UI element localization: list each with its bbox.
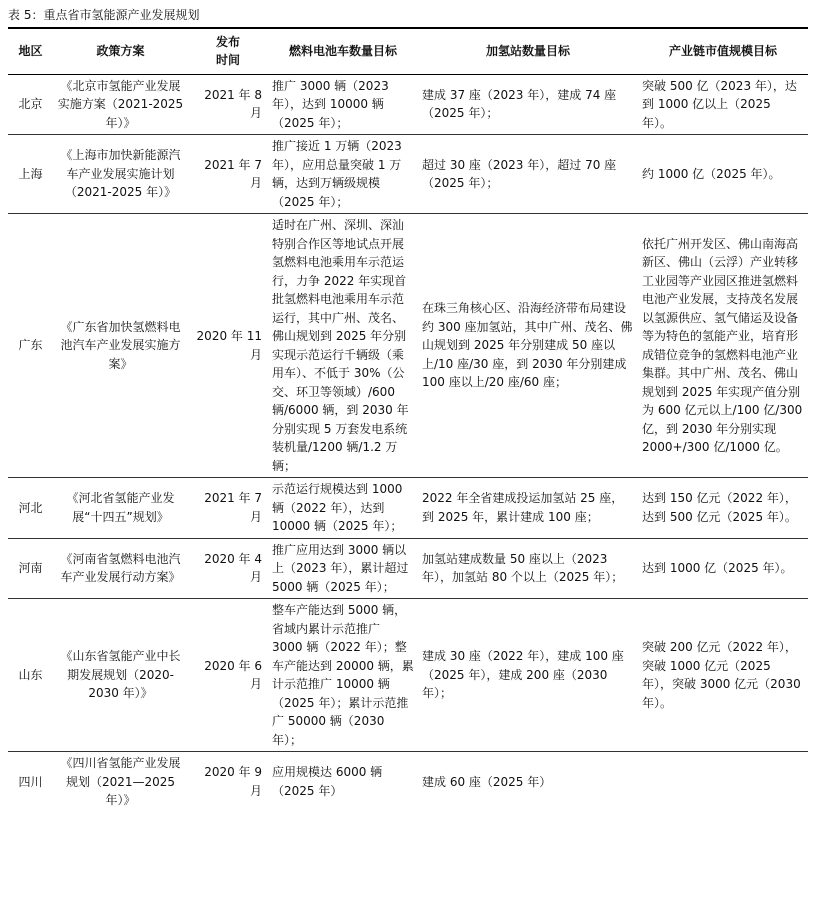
region-cell: 河北 xyxy=(18,500,43,515)
region-cell: 北京 xyxy=(18,97,43,111)
header-row xyxy=(8,28,808,74)
market-target-cell: 约 1000 亿（2025 年）。 xyxy=(642,166,781,181)
date-cell: 2021 年 7 月 xyxy=(204,491,262,524)
date-cell: 2020 年 4 月 xyxy=(204,551,262,585)
table-row xyxy=(8,214,808,478)
policy-cell: 《上海市加快新能源汽车产业发展实施计划（2021-2025 年）》 xyxy=(60,148,181,200)
station-target-cell: 在珠三角核心区、沿海经济带布局建设约 300 座加氢站，其中广州、茂名、佛山规划到 2025 年分别建成 50 座以上/10 座/30 座，到 2030 年分别建成 100 座以上/20 座/60 座； xyxy=(422,301,633,390)
market-target-cell: 突破 200 亿元（2022 年），突破 1000 亿元（2025 年），突破 3000 亿元（2030 年）。 xyxy=(642,640,801,710)
policy-cell: 《山东省氢能产业中长期发展规划（2020-2030 年）》 xyxy=(60,649,181,701)
station-target-cell: 2022 年全省建成投运加氢站 25 座，到 2025 年，累计建成 100 座； xyxy=(422,491,624,524)
date-cell: 2020 年 6 月 xyxy=(204,658,262,691)
fcv-target-cell: 应用规模达 6000 辆（2025 年） xyxy=(272,765,383,798)
market-target-cell xyxy=(638,752,808,812)
date-cell: 2020 年 11 月 xyxy=(196,329,262,362)
station-target-cell: 建成 37 座（2023 年），建成 74 座（2025 年）； xyxy=(422,87,617,121)
fcv-target-cell: 推广接近 1 万辆（2023 年），应用总量突破 1 万辆，达到万辆级规模（2025 年）； xyxy=(272,139,402,209)
table-row xyxy=(8,135,808,214)
station-target-cell: 超过 30 座（2023 年），超过 70 座（2025 年）； xyxy=(422,157,617,190)
market-target-cell: 突破 500 亿（2023 年），达到 1000 亿以上（2025 年）。 xyxy=(642,78,797,130)
market-target-cell: 达到 1000 亿（2025 年）。 xyxy=(642,561,793,575)
policy-cell: 《河南省氢燃料电池汽车产业发展行动方案》 xyxy=(60,551,181,585)
date-cell: 2021 年 8 月 xyxy=(204,87,262,121)
fcv-target-cell: 推广应用达到 3000 辆以上（2023 年），累计超过 5000 辆（2025 年）； xyxy=(272,542,409,594)
header-policy: 政策方案 xyxy=(96,44,145,59)
fcv-target-cell: 推广 3000 辆（2023 年），达到 10000 辆（2025 年）； xyxy=(272,78,389,130)
region-cell: 四川 xyxy=(18,774,43,789)
table-row xyxy=(8,599,808,752)
fcv-target-cell: 整车产能达到 5000 辆，省域内累计示范推广 3000 辆（2022 年）；整车产能达到 20000 辆，累计示范推广 10000 辆（2025 年）；累计示范推广 50000 辆（2030 年）； xyxy=(272,603,414,747)
region-cell: 上海 xyxy=(18,166,43,181)
policy-cell: 《四川省氢能产业发展规划（2021—2025 年）》 xyxy=(60,756,181,807)
policy-cell: 《广东省加快氢燃料电池汽车产业发展实施方案》 xyxy=(60,319,181,371)
header-fcv-target: 燃料电池车数量目标 xyxy=(288,44,397,59)
date-cell: 2021 年 7 月 xyxy=(204,157,262,190)
fcv-target-cell: 适时在广州、深圳、深汕特别合作区等地试点开展氢燃料电池乘用车示范运行，力争 2022 年实现首批氢燃料电池乘用车示范运行，其中广州、茂名、佛山规划到 2025 年分别实现示范运行千辆级（乘用车）、不低于 30%（公交、环卫等领域）/600 辆/6000 辆，到 2030 年分别实现 5 万套发电系统装机量/1200 辆/1.2 万辆； xyxy=(272,218,409,473)
market-target-cell: 依托广州开发区、佛山南海高新区、佛山（云浮）产业转移工业园等产业园区推进氢燃料电池产业发展，支持茂名发展以氢源供应、氢气储运及设备等为特色的氢能产业，培育形成错位竞争的氢燃料电池产业集群。其中广州、茂名、佛山规划到 2025 年实现产值分别为 600 亿元以上/100 亿/300 亿，到 2030 年分别实现 2000+/300 亿/1000 亿。 xyxy=(642,236,803,454)
header-date xyxy=(188,28,268,74)
table-row xyxy=(8,478,808,539)
table-caption: 表 5：重点省市氢能源产业发展规划 xyxy=(8,8,200,22)
header-market-target: 产业链市值规模目标 xyxy=(668,44,777,59)
table-row xyxy=(8,74,808,135)
region-cell: 广东 xyxy=(18,338,43,353)
region-cell: 河南 xyxy=(18,561,43,575)
header-date-label: 发布 时间 xyxy=(215,35,240,68)
policy-cell: 《河北省氢能产业发展“十四五”规划》 xyxy=(66,491,175,524)
header-region: 地区 xyxy=(18,44,43,59)
fcv-target-cell: 示范运行规模达到 1000 辆（2022 年），达到 10000 辆（2025 年）； xyxy=(272,482,403,533)
station-target-cell: 加氢站建成数量 50 座以上（2023 年），加氢站 80 个以上（2025 年）； xyxy=(422,551,624,585)
hydrogen-plan-table xyxy=(8,27,808,812)
date-cell: 2020 年 9 月 xyxy=(204,765,262,798)
header-station-target: 加氢站数量目标 xyxy=(485,44,570,59)
market-target-cell: 达到 150 亿元（2022 年），达到 500 亿元（2025 年）。 xyxy=(642,491,797,524)
table-row xyxy=(8,752,808,812)
policy-cell: 《北京市氢能产业发展实施方案（2021-2025 年）》 xyxy=(57,78,184,130)
station-target-cell: 建成 30 座（2022 年），建成 100 座（2025 年），建成 200 座（2030 年）； xyxy=(422,649,624,701)
station-target-cell: 建成 60 座（2025 年） xyxy=(422,774,552,789)
region-cell: 山东 xyxy=(18,667,43,682)
table-row xyxy=(8,538,808,599)
